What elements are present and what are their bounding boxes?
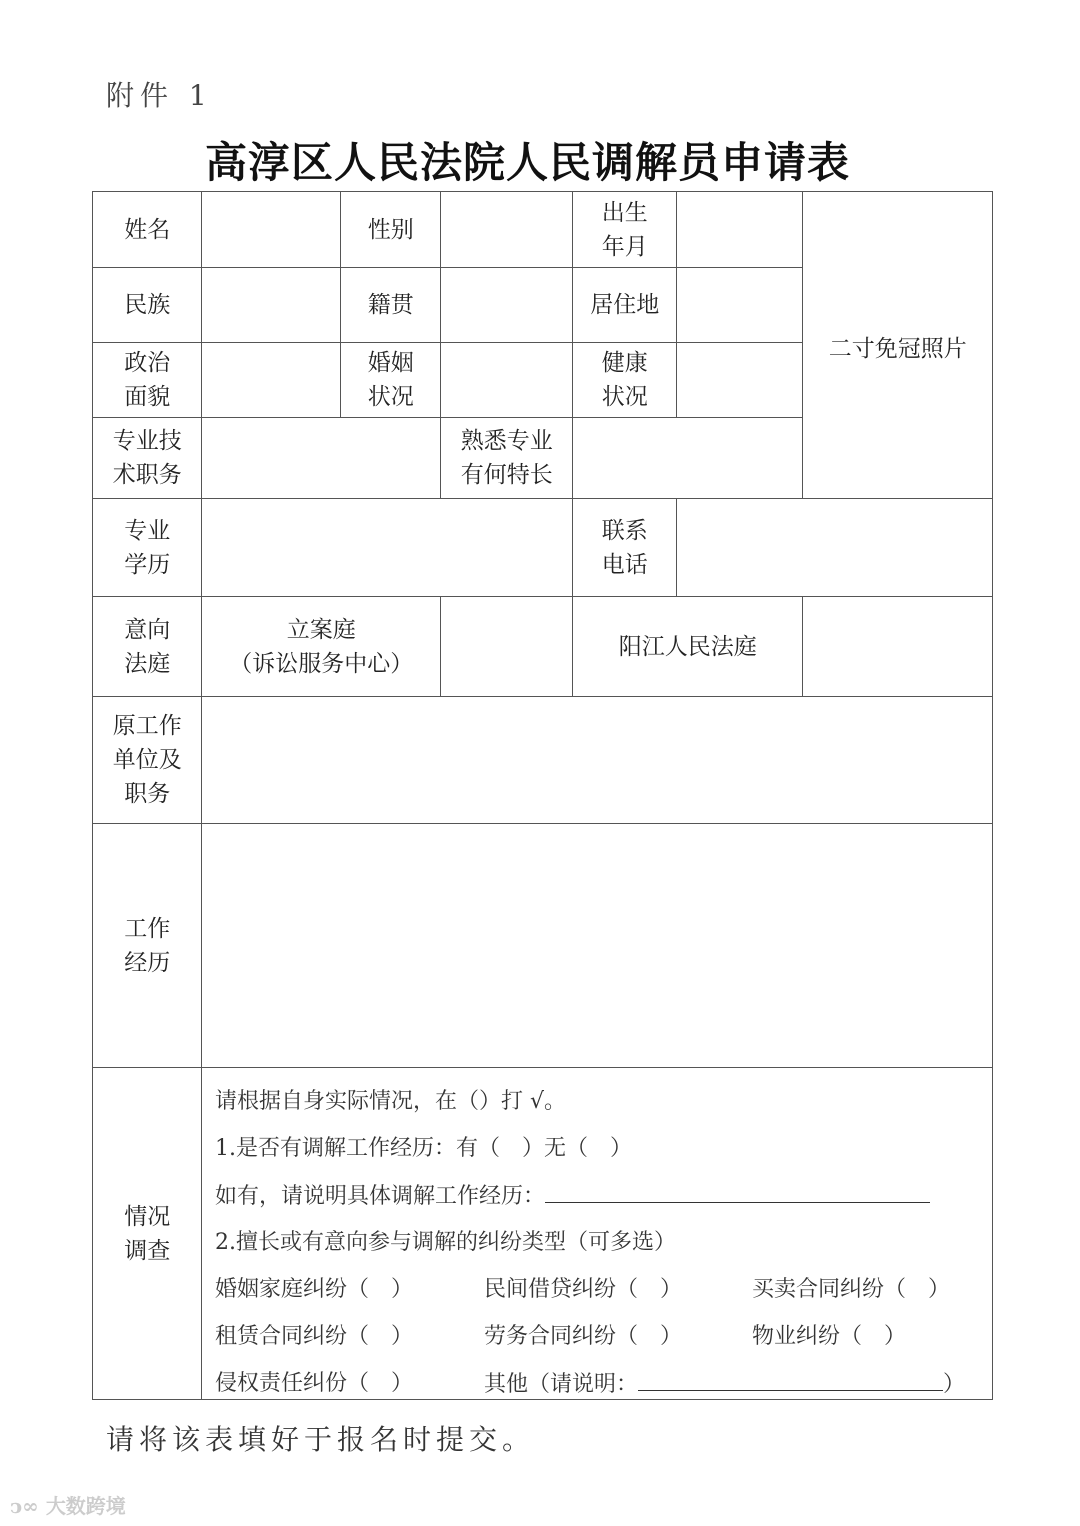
field-experience[interactable] [201, 823, 993, 1068]
label-education: 专业 学历 [92, 498, 202, 597]
survey-q2: 2.擅长或有意向参与调解的纠纷类型（可多选） [215, 1230, 676, 1255]
label-experience: 工作 经历 [92, 823, 202, 1068]
option-lease[interactable]: 租赁合同纠纷（ ） [215, 1324, 414, 1349]
field-name[interactable] [201, 191, 341, 268]
label-court: 意向 法庭 [92, 596, 202, 697]
option-other[interactable]: 其他（请说明： [484, 1372, 639, 1397]
field-health[interactable] [676, 342, 803, 418]
option-tort[interactable]: 侵权责任纠份（ ） [215, 1371, 414, 1396]
option-marriage[interactable]: 婚姻家庭纠纷（ ） [215, 1277, 414, 1302]
field-native[interactable] [440, 267, 573, 343]
field-specialty[interactable] [572, 417, 803, 499]
watermark-logo-icon: ↄ∞ [10, 1494, 46, 1518]
field-ethnic[interactable] [201, 267, 341, 343]
option-property[interactable]: 物业纠纷（ ） [752, 1324, 907, 1349]
q1-detail-input[interactable] [545, 1178, 930, 1203]
checkbox-court-filing[interactable] [440, 596, 573, 697]
survey-q1-detail: 如有，请说明具体调解工作经历： [215, 1184, 546, 1209]
field-political[interactable] [201, 342, 341, 418]
footer-note: 请将该表填好于报名时提交。 [106, 1423, 536, 1456]
option-sale[interactable]: 买卖合同纠纷（ ） [752, 1277, 951, 1302]
survey-intro: 请根据自身实际情况，在（）打 √。 [215, 1089, 567, 1114]
other-input[interactable] [638, 1366, 943, 1391]
label-ethnic: 民族 [92, 267, 202, 343]
field-birth[interactable] [676, 191, 803, 268]
field-former-work[interactable] [201, 696, 993, 824]
label-former-work: 原工作 单位及 职务 [92, 696, 202, 824]
field-contact[interactable] [676, 498, 993, 597]
watermark [10, 1490, 126, 1519]
label-marital: 婚姻 状况 [340, 342, 441, 418]
option-loan[interactable]: 民间借贷纠纷（ ） [484, 1277, 683, 1302]
label-health: 健康 状况 [572, 342, 677, 418]
label-native: 籍贯 [340, 267, 441, 343]
field-residence[interactable] [676, 267, 803, 343]
label-specialty: 熟悉专业 有何特长 [440, 417, 573, 499]
label-name: 姓名 [92, 191, 202, 268]
option-labor[interactable]: 劳务合同纠纷（ ） [484, 1324, 683, 1349]
label-survey: 情况 调查 [92, 1067, 202, 1400]
label-political: 政治 面貌 [92, 342, 202, 418]
label-residence: 居住地 [572, 267, 677, 343]
label-title: 专业技 术职务 [92, 417, 202, 499]
field-education[interactable] [201, 498, 573, 597]
survey-q1[interactable]: 1.是否有调解工作经历：有（ ）无（ ） [215, 1136, 632, 1161]
attachment-label: 附件 1 [106, 79, 213, 112]
label-gender: 性别 [340, 191, 441, 268]
label-birth: 出生 年月 [572, 191, 677, 268]
field-marital[interactable] [440, 342, 573, 418]
watermark-text: 大数跨境 [45, 1494, 126, 1518]
field-title[interactable] [201, 417, 441, 499]
photo-box[interactable]: 二寸免冠照片 [802, 191, 993, 499]
court-option-yangjiang: 阳江人民法庭 [572, 596, 803, 697]
checkbox-court-yangjiang[interactable] [802, 596, 993, 697]
label-contact: 联系 电话 [572, 498, 677, 597]
page-title: 高淳区人民法院人民调解员申请表 [205, 138, 851, 187]
field-gender[interactable] [440, 191, 573, 268]
option-other-close: ） [943, 1372, 966, 1397]
court-option-filing: 立案庭 （诉讼服务中心） [201, 596, 441, 697]
